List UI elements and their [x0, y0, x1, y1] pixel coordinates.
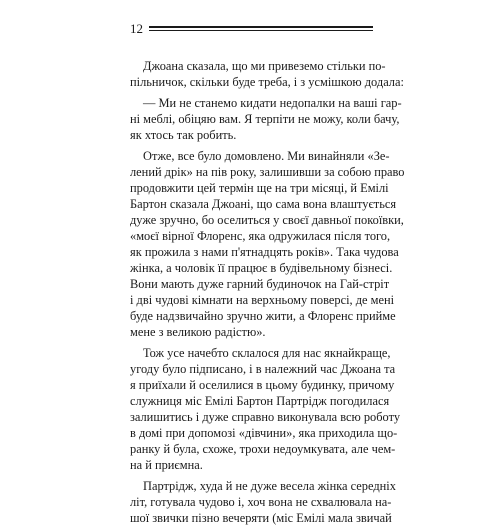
text-line: я приїхали й оселилися в цьому будинку, причому [130, 378, 395, 392]
text-line: в домі при допомозі «дівчини», яка приходила що- [130, 426, 398, 440]
text-line: як прожила з нами п'ятнадцять років». Така чудова [130, 245, 399, 259]
page-header [130, 20, 373, 38]
text-line: продовжити цей термін ще на три місяці, й Емілі [130, 181, 389, 195]
paragraph [130, 345, 401, 473]
text-line: ні меблі, обіцяю вам. Я терпіти не можу, коли бачу, [130, 112, 400, 126]
text-line: Джоана сказала, що ми привеземо стільки по- [143, 59, 386, 73]
paragraph [130, 95, 402, 143]
text-line: Тож усе начебто склалося для нас якнайкраще, [143, 346, 391, 360]
text-line: на й приємна. [130, 458, 203, 472]
body-text [130, 58, 405, 526]
text-line: і дві чудові кімнати на верхньому поверсі, де мені [130, 293, 395, 307]
text-line: ранку й була, схоже, трохи недоумкувата, але чем- [130, 442, 396, 456]
header-rule [149, 26, 373, 31]
text-line: Партрідж, худа й не дуже весела жінка середніх [143, 479, 396, 493]
text-line: залишитись і дуже справно виконувала всю роботу [130, 410, 401, 424]
text-line: Вони мають дуже гарний будиночок на Гай-стріт [130, 277, 390, 291]
text-line: пільничок, скільки буде треба, і з усмішкою додала: [130, 75, 404, 89]
text-line: шої звички пізно вечеряти (міс Емілі мала звичай [130, 511, 392, 525]
text-line: буде надзвичайно зручно жити, а Флоренс прийме [130, 309, 396, 323]
text-line: Отже, все було домовлено. Ми винайняли «Зе- [143, 149, 390, 163]
text-line: як хтось так робить. [130, 128, 237, 142]
header-rule-thick [149, 26, 373, 28]
header-rule-thin [149, 30, 373, 31]
page-number: 12 [130, 21, 143, 36]
text-line: дуже зручно, бо оселиться у своєї давньої покоївки, [130, 213, 404, 227]
paragraph [130, 58, 404, 90]
text-line: Бартон сказала Джоані, що сама вона влаштується [130, 197, 397, 211]
paragraph [130, 478, 396, 526]
text-line: мене з великою радістю». [130, 325, 266, 339]
text-line: лений дрік» на пів року, залишивши за собою право [130, 165, 405, 179]
paragraph [130, 148, 405, 340]
text-line: служниця міс Емілі Бартон Партрідж погодилася [130, 394, 390, 408]
text-line: жінка, а чоловік її працює в будівельному бізнесі. [130, 261, 393, 275]
text-line: угоду було підписано, і в належний час Джоана та [130, 362, 396, 376]
book-page [130, 20, 405, 526]
text-line: «моєї вірної Флоренс, яка одружилася після того, [130, 229, 391, 243]
text-line: — Ми не станемо кидати недопалки на ваші гар- [143, 96, 402, 110]
text-line: літ, готувала чудово і, хоч вона не схвалювала на- [130, 495, 392, 509]
